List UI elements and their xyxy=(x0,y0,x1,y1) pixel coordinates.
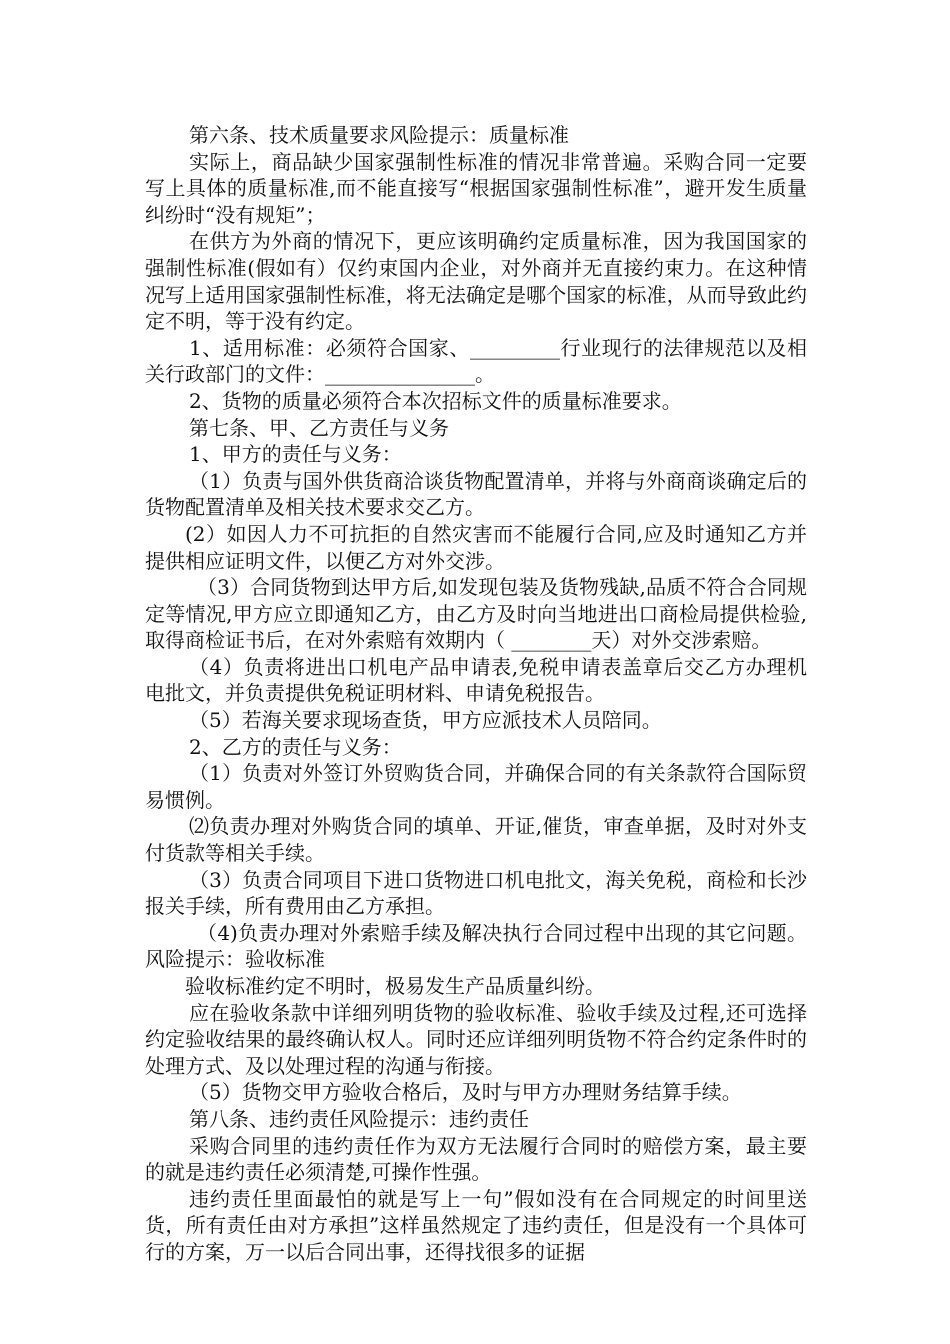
clause-item: (2）如因人力不可抗拒的自然灾害而不能履行合同,应及时通知乙方并提供相应证明文件，以便乙方对外交涉。 xyxy=(145,521,807,573)
clause-item: （3）负责合同项目下进口货物进口机电批文，海关免税，商检和长沙报关手续，所有费用由乙方承担。 xyxy=(145,867,807,919)
document-page xyxy=(145,122,807,1266)
article-7-heading: 第七条、甲、乙方责任与义务 xyxy=(189,415,449,440)
clause-item: （5）若海关要求现场查货，甲方应派技术人员陪同。 xyxy=(189,708,662,733)
clause-item: ⑵负责办理对外购货合同的填单、开证,催货，审查单据，及时对外支付货款等相关手续。 xyxy=(145,814,807,866)
paragraph: 实际上，商品缺少国家强制性标准的情况非常普遍。采购合同一定要写上具体的质量标准,而不能直接写“根据国家强制性标准”，避开发生质量纠纷时“没有规矩”； xyxy=(145,149,807,227)
clause-item: （1）负责对外签订外贸购货合同，并确保合同的有关条款符合国际贸易惯例。 xyxy=(145,761,807,812)
paragraph: 应在验收条款中详细列明货物的验收标准、验收手续及过程,还可选择约定验收结果的最终确认权人。同时还应详细列明货物不符合约定条件时的处理方式、及以处理过程的沟通与衔接。 xyxy=(145,1000,807,1078)
clause-item: （4)负责办理对外索赔手续及解决执行合同过程中出现的其它问题。风险提示：验收标准 xyxy=(145,920,807,972)
section-heading: 1、甲方的责任与义务： xyxy=(189,442,402,467)
section-heading: 2、乙方的责任与义务： xyxy=(189,734,402,759)
article-6-heading: 第六条、技术质量要求风险提示：质量标准 xyxy=(189,123,569,147)
clause-item: （5）货物交甲方验收合格后，及时与甲方办理财务结算手续。 xyxy=(189,1080,742,1105)
paragraph: 在供方为外商的情况下，更应该明确约定质量标准，因为我国国家的强制性标准(假如有）仅约束国内企业，对外商并无直接约束力。在这种情况写上适用国家强制性标准，将无法确定是哪个国家的标准，从而导致此约定不明，等于没有约定。 xyxy=(145,229,807,334)
paragraph: 验收标准约定不明时，极易发生产品质量纠纷。 xyxy=(185,974,605,998)
clause-item: （1）负责与国外供货商洽谈货物配置清单，并将与外商商谈确定后的货物配置清单及相关技术要求交乙方。 xyxy=(145,468,807,520)
clause-item: （3）合同货物到达甲方后,如发现包装及货物残缺,品质不符合合同规定等情况,甲方应立即通知乙方，由乙方及时向当地进出口商检局提供检验,取得商检证书后，在对外索赔有效期内（ ________天）对外交涉索赔。 xyxy=(145,575,807,653)
paragraph: 采购合同里的违约责任作为双方无法履行合同时的赔偿方案，最主要的就是违约责任必须清楚,可操作性强。 xyxy=(145,1133,807,1185)
clause-item: 1、适用标准：必须符合国家、_________行业现行的法律规范以及相关行政部门的文件：_______________。 xyxy=(145,335,807,387)
clause-item: （4）负责将进出口机电产品申请表,免税申请表盖章后交乙方办理机电批文，并负责提供免税证明材料、申请免税报告。 xyxy=(145,654,807,706)
paragraph: 违约责任里面最怕的就是写上一句”假如没有在合同规定的时间里送货，所有责任由对方承担”这样虽然规定了违约责任，但是没有一个具体可行的方案，万一以后合同出事，还得找很多的证据 xyxy=(145,1186,807,1264)
clause-item: 2、货物的质量必须符合本次招标文件的质量标准要求。 xyxy=(189,388,682,413)
article-8-heading: 第八条、违约责任风险提示：违约责任 xyxy=(189,1106,529,1131)
